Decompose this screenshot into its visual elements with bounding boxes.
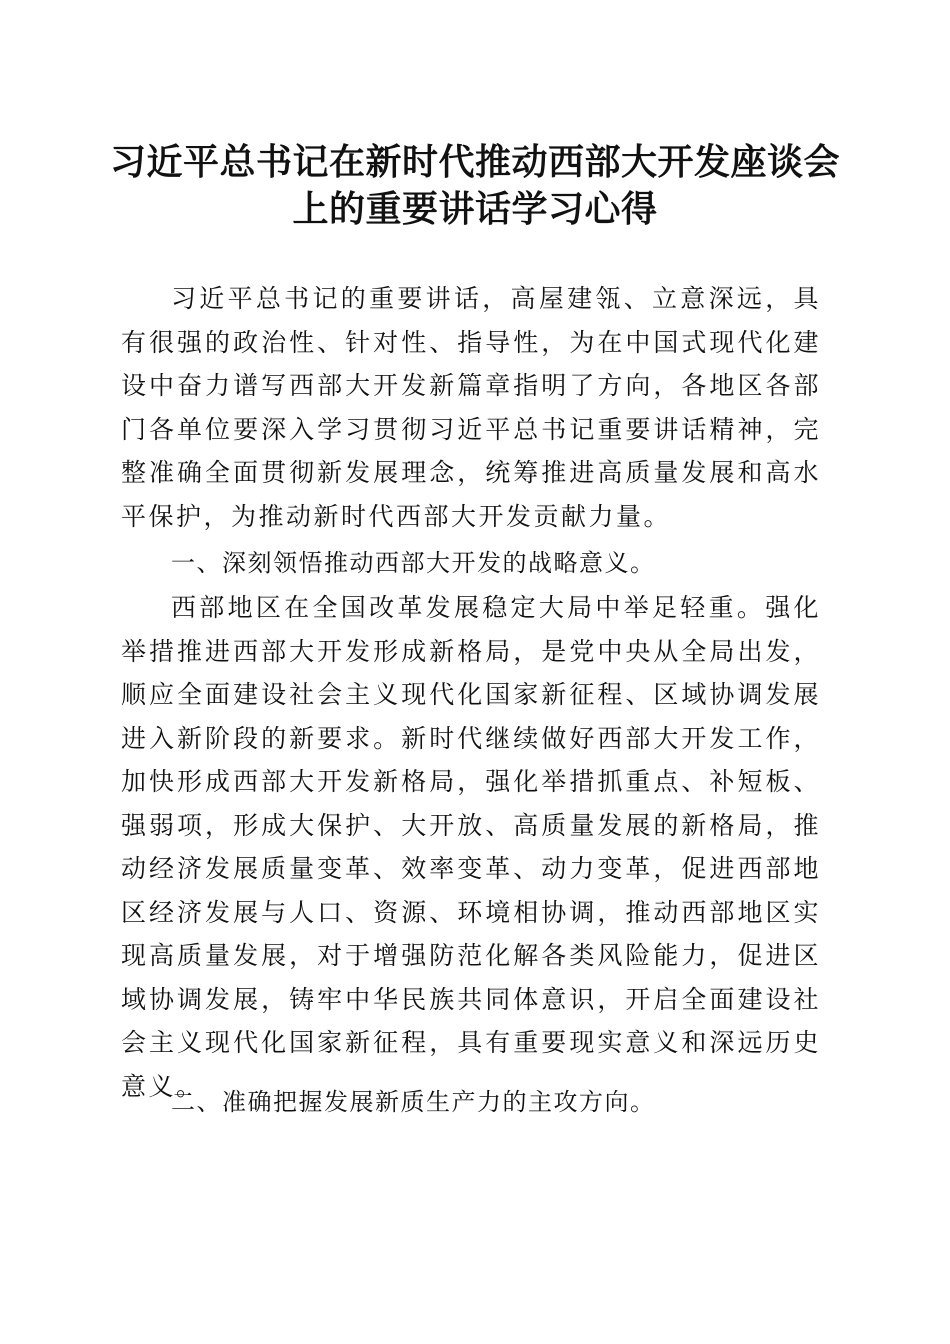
section-1-paragraph: 西部地区在全国改革发展稳定大局中举足轻重。强化举措推进西部大开发形成新格局，是党中央从全局出发，顺应全面建设社会主义现代化国家新征程、区域协调发展进入新阶段的新要求。新时代继续做好西部大开发工作，加快形成西部大开发新格局，强化举措抓重点、补短板、强弱项，形成大保护、大开放、高质量发展的新格局，推动经济发展质量变革、效率变革、动力变革，促进西部地区经济发展与人口、资源、环境相协调，推动西部地区实现高质量发展，对于增强防范化解各类风险能力，促进区域协调发展，铸牢中华民族共同体意识，开启全面建设社会主义现代化国家新征程，具有重要现实意义和深远历史意义。 xyxy=(121,593,821,1101)
intro-paragraph: 习近平总书记的重要讲话，高屋建瓴、立意深远，具有很强的政治性、针对性、指导性，为在中国式现代化建设中奋力谱写西部大开发新篇章指明了方向，各地区各部门各单位要深入学习贯彻习近平总书记重要讲话精神，完整准确全面贯彻新发展理念，统筹推进高质量发展和高水平保护，为推动新时代西部大开发贡献力量。 xyxy=(121,284,821,531)
section-heading-2: 二、准确把握发展新质生产力的主攻方向。 xyxy=(171,1088,656,1116)
document-title-line-2: 上的重要讲话学习心得 xyxy=(292,188,658,230)
document-title-line-1: 习近平总书记在新时代推动西部大开发座谈会 xyxy=(109,141,840,183)
section-heading-1: 一、深刻领悟推动西部大开发的战略意义。 xyxy=(171,549,656,577)
